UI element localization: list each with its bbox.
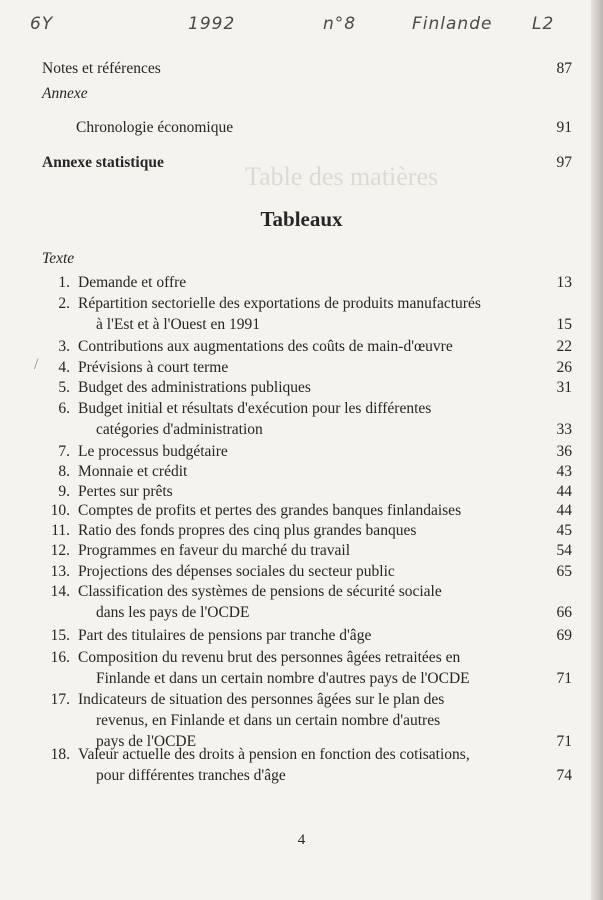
table-number-text: 11. xyxy=(51,522,70,539)
table-page-number: 22 xyxy=(556,338,572,355)
toc-page: 87 xyxy=(556,60,572,77)
table-title-text: Budget initial et résultats d'exécution pour les différentes xyxy=(78,400,432,417)
table-title-text: Pertes sur prêts xyxy=(78,483,173,500)
handwritten-note-a: 6Y xyxy=(30,14,54,34)
table-title-text: catégories d'administration xyxy=(96,421,263,438)
table-page-number: 71 xyxy=(556,733,572,750)
table-number-text: 15. xyxy=(50,627,70,644)
table-page-number: 74 xyxy=(556,767,572,784)
pencil-mark: / xyxy=(34,356,39,373)
table-page-number: 65 xyxy=(556,563,572,580)
table-page-number: 31 xyxy=(556,379,572,396)
table-title-text: Contributions aux augmentations des coûts de main-d'œuvre xyxy=(78,338,453,355)
table-title-text: à l'Est et à l'Ouest en 1991 xyxy=(96,316,260,333)
table-title-text: Projections des dépenses sociales du secteur public xyxy=(78,563,395,580)
table-title-text: Classification des systèmes de pensions de sécurité sociale xyxy=(78,583,442,600)
table-number-text: 6. xyxy=(58,400,70,417)
table-page-number: 45 xyxy=(556,522,572,539)
table-page-number: 26 xyxy=(556,359,572,376)
handwritten-note-e: L2 xyxy=(532,14,555,34)
table-title-text: Demande et offre xyxy=(78,274,187,291)
table-page-number: 44 xyxy=(556,502,572,519)
table-title-text: Composition du revenu brut des personnes âgées retraitées en xyxy=(78,649,461,666)
table-number-text: 2. xyxy=(58,295,70,312)
table-number-text: 12. xyxy=(50,542,70,559)
table-number-text: 18. xyxy=(50,746,70,763)
toc-page: 97 xyxy=(556,154,572,171)
table-title-text: Valeur actuelle des droits à pension en fonction des cotisations, xyxy=(78,746,470,763)
table-page-number: 69 xyxy=(556,627,572,644)
table-number-text: 13. xyxy=(50,563,70,580)
table-number-text: 16. xyxy=(50,649,70,666)
table-title-text: dans les pays de l'OCDE xyxy=(96,604,250,621)
table-page-number: 36 xyxy=(556,443,572,460)
table-number-text: 17. xyxy=(50,691,70,708)
table-page-number: 71 xyxy=(556,670,572,687)
table-page-number: 54 xyxy=(556,542,572,559)
table-page-number: 33 xyxy=(556,421,572,438)
table-page-number: 44 xyxy=(556,483,572,500)
table-page-number: 66 xyxy=(556,604,572,621)
table-number-text: 8. xyxy=(58,463,70,480)
table-number-text: 3. xyxy=(58,338,70,355)
toc-label: Annexe statistique xyxy=(42,154,164,171)
table-title-text: Répartition sectorielle des exportations de produits manufacturés xyxy=(78,295,481,312)
table-number-text: 1. xyxy=(58,274,70,291)
table-title-text: pays de l'OCDE xyxy=(96,733,197,750)
table-title-text: Part des titulaires de pensions par tranche d'âge xyxy=(78,627,372,644)
table-page-number: 15 xyxy=(556,316,572,333)
page-edge-shadow xyxy=(591,0,603,900)
section-heading: Tableaux xyxy=(260,207,343,231)
table-title-text: Indicateurs de situation des personnes âgées sur le plan des xyxy=(78,691,445,708)
table-number-text: 7. xyxy=(58,443,70,460)
table-number-text: 10. xyxy=(50,502,70,519)
handwritten-note-d: Finlande xyxy=(412,14,493,34)
table-title-text: Programmes en faveur du marché du travail xyxy=(78,542,351,559)
table-title-text: revenus, en Finlande et dans un certain nombre d'autres xyxy=(96,712,441,729)
table-page-number: 43 xyxy=(556,463,572,480)
table-page-number: 13 xyxy=(556,274,572,291)
table-title-text: Le processus budgétaire xyxy=(78,443,228,460)
table-title-text: Budget des administrations publiques xyxy=(78,379,311,396)
table-title-text: Finlande et dans un certain nombre d'autres pays de l'OCDE xyxy=(96,670,470,687)
table-number-text: 4. xyxy=(58,359,70,376)
bleed-through-text: Table des matières xyxy=(245,162,439,191)
page-number: 4 xyxy=(297,832,306,848)
toc-label: Chronologie économique xyxy=(76,119,234,136)
table-title-text: Comptes de profits et pertes des grandes banques finlandaises xyxy=(78,502,462,519)
handwritten-note-c: n°8 xyxy=(323,14,357,34)
toc-label: Annexe xyxy=(42,85,88,102)
table-title-text: Monnaie et crédit xyxy=(78,463,188,480)
table-title-text: Prévisions à court terme xyxy=(78,359,229,376)
toc-label: Notes et références xyxy=(42,60,161,77)
table-title-text: pour différentes tranches d'âge xyxy=(96,767,286,784)
table-title-text: Ratio des fonds propres des cinq plus grandes banques xyxy=(78,522,417,539)
toc-page: 91 xyxy=(556,119,572,136)
handwritten-note-b: 1992 xyxy=(188,14,236,34)
table-number-text: 5. xyxy=(58,379,70,396)
table-number-text: 9. xyxy=(58,483,70,500)
table-number-text: 14. xyxy=(50,583,70,600)
